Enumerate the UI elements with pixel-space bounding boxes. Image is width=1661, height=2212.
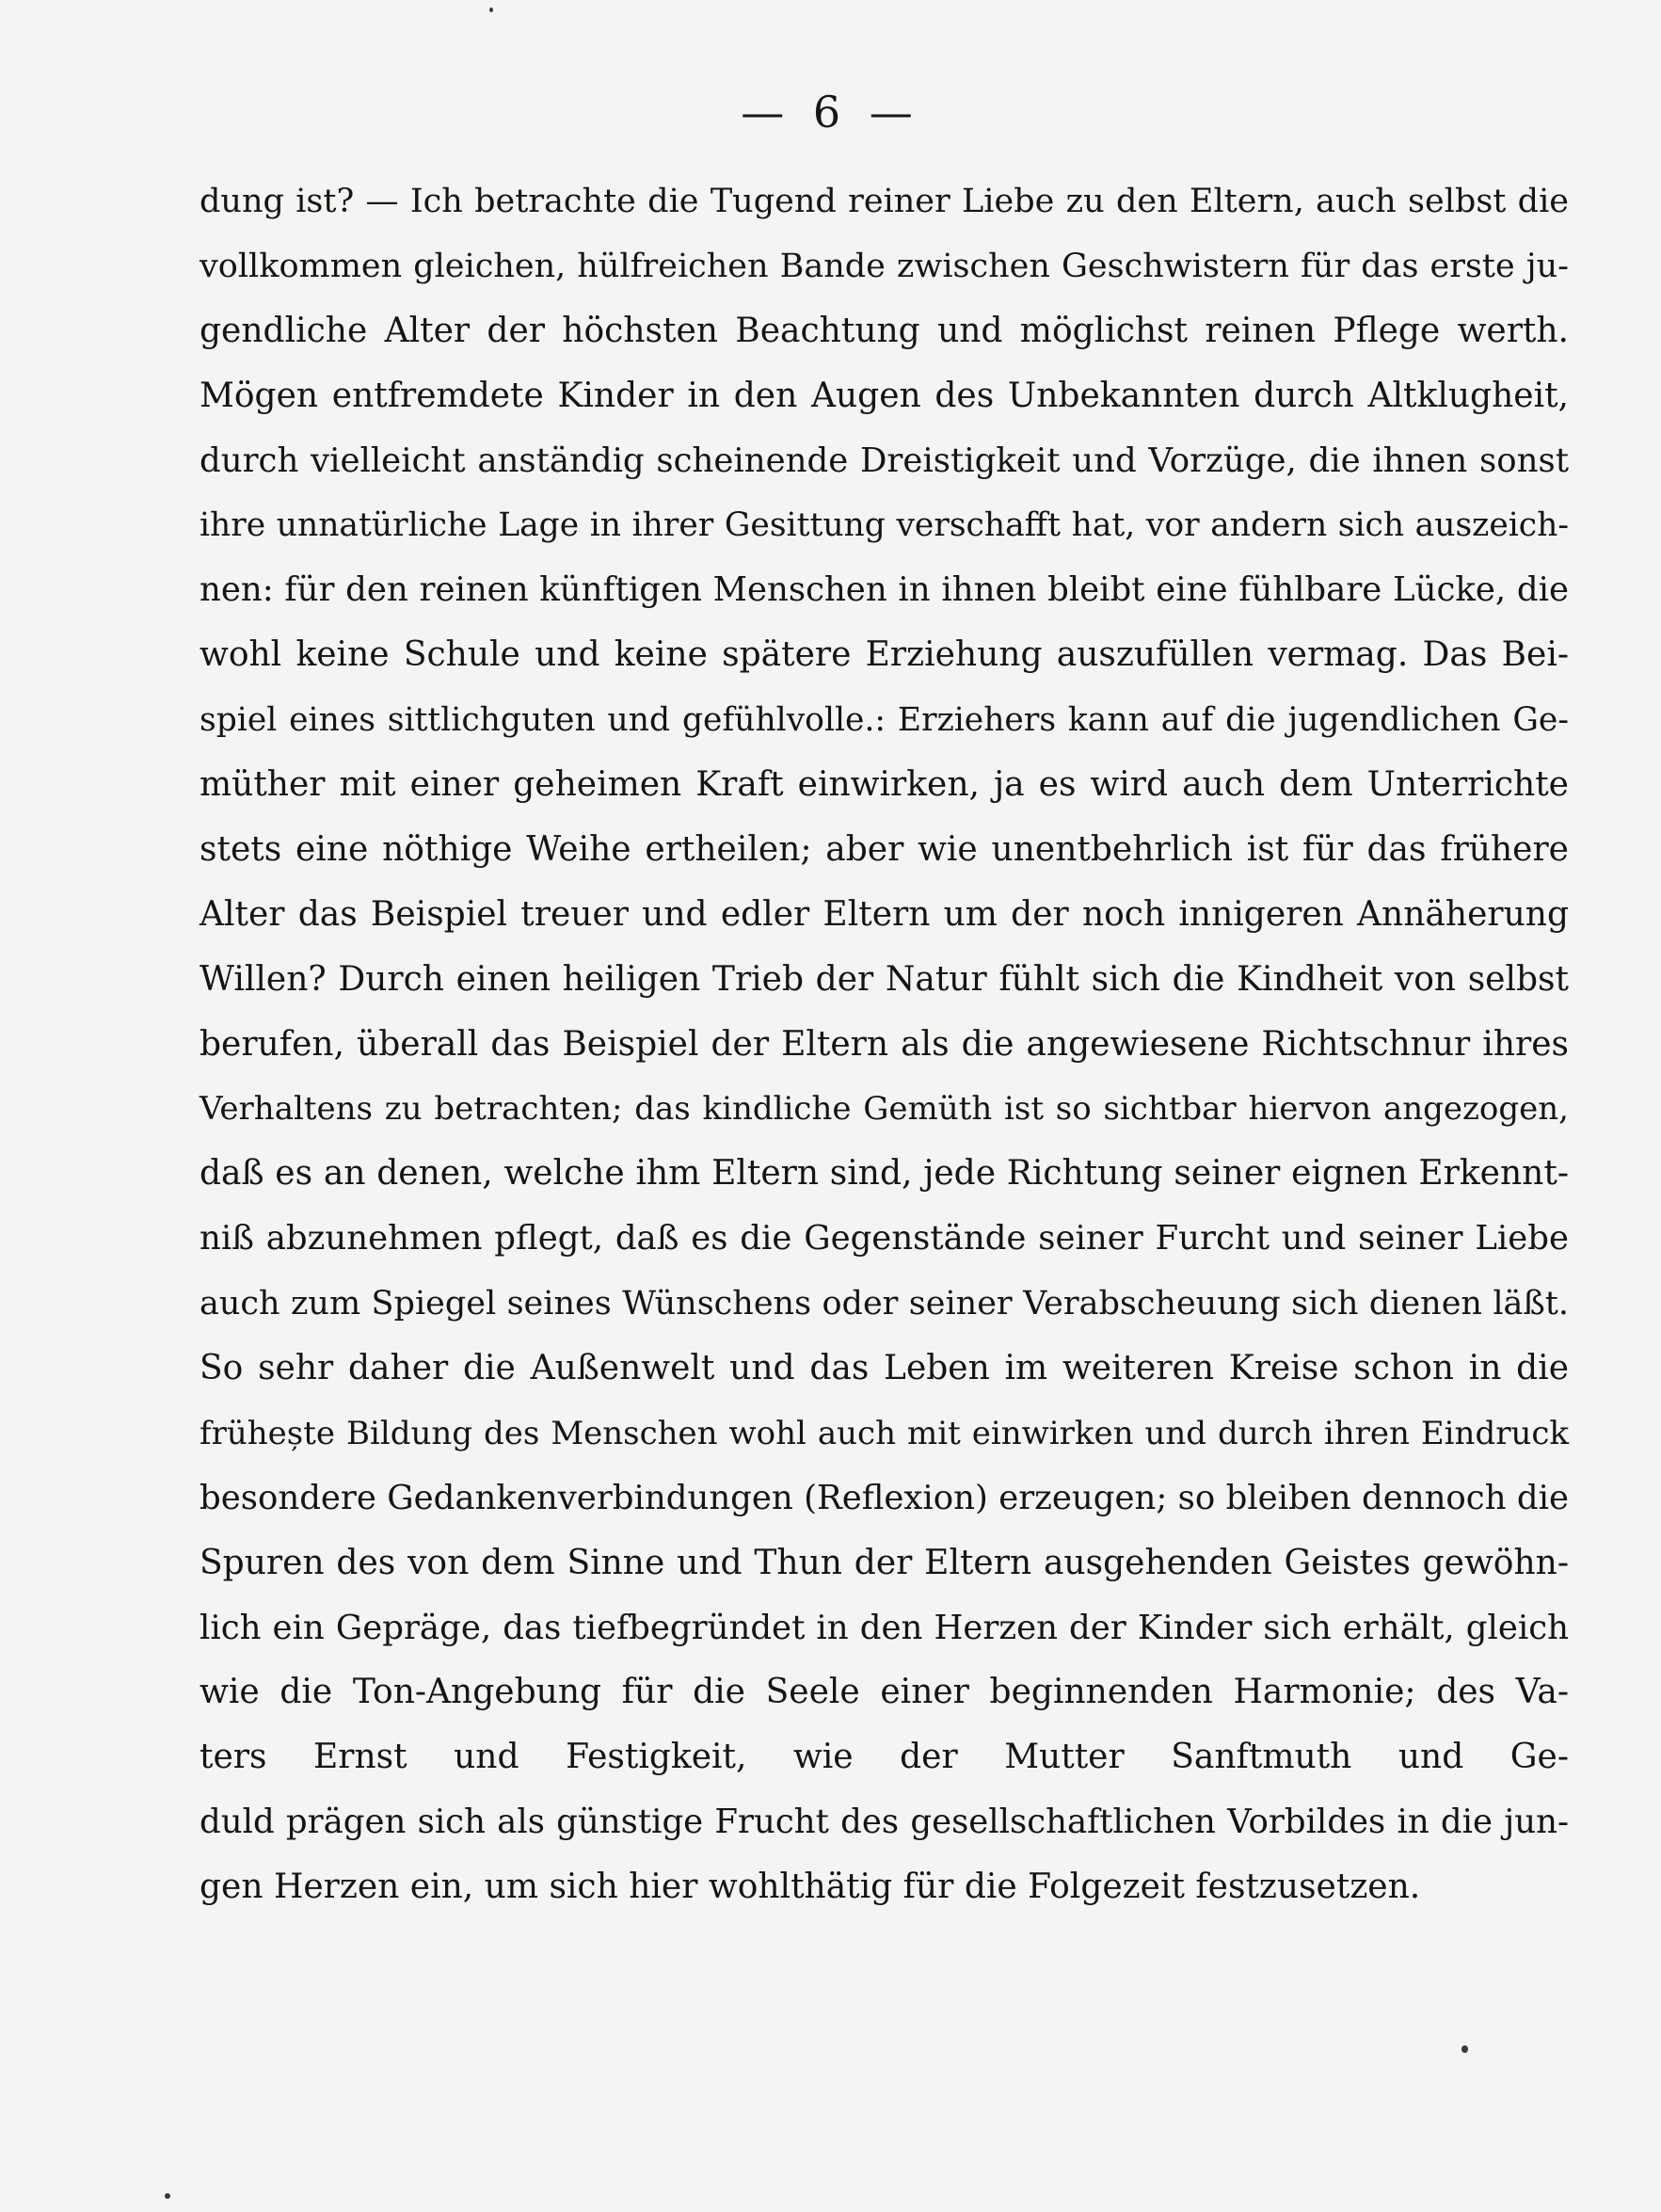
paper-speck [1461,2045,1468,2053]
text-line-18: auch zum Spiegel seines Wünschens oder seiner Verabscheuung sich dienen läßt. [200,1285,1569,1323]
text-line-23: lich ein Gepräge, das tiefbegründet in den Herzen der Kinder sich erhält, gleich [200,1608,1569,1647]
text-line-7: nen: für den reinen künftigen Menschen in ihnen bleibt eine fühlbare Lücke, die [200,570,1569,610]
text-line-15: Verhaltens zu betrachten; das kindliche Gemüth ist so sichtbar hiervon angezogen, [200,1090,1569,1129]
text-line-12: Alter das Beispiel treuer und edler Eltern um der noch innigeren Annäherung [200,894,1569,934]
text-line-8: wohl keine Schule und keine spätere Erziehung auszufüllen vermag. Das Bei- [200,635,1569,675]
text-line-27: gen Herzen ein, um sich hier wohlthätig für die Folgezeit festzusetzen. [200,1867,1421,1907]
text-line-10: müther mit einer geheimen Kraft einwirken, ja es wird auch dem Unterrichte [200,765,1569,805]
body-text [200,169,1569,1920]
text-line-14: berufen, überall das Beispiel der Eltern als die angewiesene Richtschnur ihres [200,1024,1569,1064]
text-line-9: spiel eines sittlichguten und gefühlvolle.: Erziehers kann auf die jugendlichen Ge- [200,701,1569,740]
text-line-2: vollkommen gleichen, hülfreichen Bande zwischen Geschwistern für das erste ju- [200,247,1569,285]
text-line-24: wie die Ton-Angebung für die Seele einer beginnenden Harmonie; des Va- [200,1673,1569,1712]
text-line-20: frühește Bildung des Menschen wohl auch mit einwirken und durch ihren Eindruck [200,1414,1569,1452]
text-line-25: ters Ernst und Festigkeit, wie der Mutter Sanftmuth und Ge- [200,1738,1569,1777]
text-line-4: Mögen entfremdete Kinder in den Augen des Unbekannten durch Altklugheit, [200,376,1569,415]
text-line-1: dung ist? — Ich betrachte die Tugend reiner Liebe zu den Eltern, auch selbst die [200,183,1569,220]
text-line-5: durch vielleicht anständig scheinende Dreistigkeit und Vorzüge, die ihnen sonst [200,441,1569,480]
text-line-13: Willen? Durch einen heiligen Trieb der Natur fühlt sich die Kindheit von selbst [200,959,1569,999]
text-line-17: niß abzunehmen pflegt, daß es die Gegenstände seiner Furcht und seiner Liebe [200,1219,1569,1258]
text-line-26: duld prägen sich als günstige Frucht des gesellschaftlichen Vorbildes in die jun- [200,1803,1569,1842]
text-line-16: daß es an denen, welche ihm Eltern sind, jede Richtung seiner eignen Erkennt- [200,1154,1569,1194]
page-number: — 6 — [741,87,920,137]
text-line-22: Spuren des von dem Sinne und Thun der Eltern ausgehenden Geistes gewöhn- [200,1543,1569,1582]
text-line-19: So sehr daher die Außenwelt und das Leben im weiteren Kreise schon in die [200,1349,1569,1388]
paper-speck [165,2193,170,2199]
text-line-11: stets eine nöthige Weihe ertheilen; aber wie unentbehrlich ist für das frühere [200,829,1569,869]
text-line-3: gendliche Alter der höchsten Beachtung und möglichst reinen Pflege werth. [200,311,1569,350]
text-line-21: besondere Gedankenverbindungen (Reflexion) erzeugen; so bleiben dennoch die [200,1478,1569,1517]
text-line-6: ihre unnatürliche Lage in ihrer Gesittung verschafft hat, vor andern sich auszeich- [200,506,1569,545]
paper-speck [489,8,493,12]
